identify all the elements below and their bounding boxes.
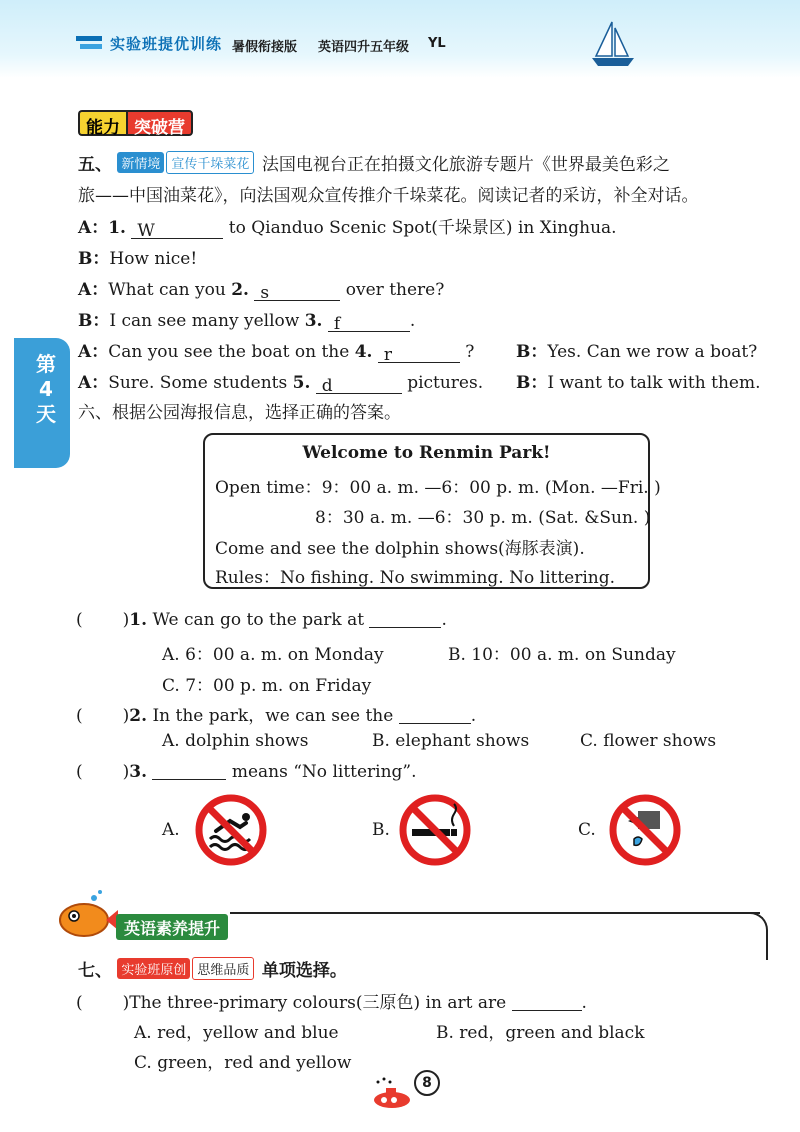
answer-paren-open: (: [76, 706, 83, 726]
park-poster: [203, 433, 661, 589]
answer-blank-3[interactable]: f: [328, 314, 410, 332]
option-b-label[interactable]: B.: [372, 820, 390, 840]
dialogue-text: I want to talk with them.: [547, 373, 761, 393]
section-banner-part2: 突破营: [126, 110, 193, 136]
q5-instruction-line2: 旅——中国油菜花》，向法国观众宣传推介千垛菜花。阅读记者的采访，补全对话。: [78, 186, 699, 206]
blank-number: 1.: [108, 218, 126, 238]
dialogue-text: How nice!: [109, 249, 198, 269]
header-subject: 英语四升五年级: [318, 40, 410, 55]
q6-question-3: [76, 762, 417, 782]
q7-number: 七、: [78, 961, 112, 981]
answer-slot[interactable]: [83, 762, 123, 780]
dialogue-text: Sure. Some students: [108, 373, 288, 393]
dialogue-text: What can you: [108, 280, 226, 300]
speaker-label: A：: [78, 373, 109, 393]
stem-blank: [152, 762, 226, 780]
dialogue-text: to Qianduo Scenic Spot(千垛景区) in Xinghua.: [228, 218, 617, 238]
q5-instruction-text1: 法国电视台正在拍摄文化旅游专题片《世界最美色彩之: [261, 155, 670, 175]
section-banner-part1: 能力: [78, 110, 126, 136]
dialogue-text: Can you see the boat on the: [108, 342, 350, 362]
q5-number: 五、: [78, 155, 112, 175]
poster-open-time-2: 8：30 a. m. —6：30 p. m. (Sat. &Sun. ): [315, 508, 651, 528]
question-number: 3.: [129, 762, 148, 782]
fish-mascot-icon: [54, 888, 118, 940]
open-time-label: Open time：: [215, 478, 322, 498]
answer-paren-open: (: [76, 610, 83, 630]
q6-question-1: [76, 610, 447, 630]
dialogue-text: ?: [465, 342, 475, 362]
literacy-banner: 英语素养提升: [116, 914, 228, 940]
dialogue-line-1: [78, 213, 617, 239]
header-edition: 暑假衔接版: [232, 40, 298, 55]
dialogue-text: I can see many yellow: [109, 311, 300, 331]
option-a[interactable]: A. dolphin shows: [162, 731, 309, 751]
dialogue-text: .: [409, 311, 416, 331]
q7-question: [76, 988, 587, 1013]
q5-instruction-line1: [78, 150, 670, 175]
no-littering-icon[interactable]: [608, 793, 682, 867]
option-a-label[interactable]: A.: [162, 820, 180, 840]
poster-open-time-1: [215, 473, 661, 498]
answer-blank-1[interactable]: W: [131, 221, 223, 239]
poster-dolphin-line: Come and see the dolphin shows(海豚表演).: [215, 539, 585, 559]
open-time-weekday: 9：00 a. m. —6：00 p. m. (Mon. —Fri. ): [321, 478, 661, 498]
question-stem: means “No littering”.: [231, 762, 417, 782]
option-b[interactable]: B. elephant shows: [372, 731, 530, 751]
section-banner: [78, 110, 193, 136]
option-b[interactable]: B. red，green and black: [436, 1023, 645, 1043]
option-a[interactable]: A. 6：00 a. m. on Monday: [162, 645, 384, 665]
brand-title: 实验班提优训练: [110, 35, 223, 53]
page-header: [0, 0, 800, 78]
speaker-label: A：: [78, 280, 109, 300]
original-tag: 实验班原创: [117, 958, 190, 979]
no-smoking-icon[interactable]: [398, 793, 472, 867]
dialogue-line-2: [78, 244, 197, 269]
question-stem-end: .: [441, 610, 447, 630]
q6-title: 六、根据公园海报信息，选择正确的答案。: [78, 403, 401, 423]
answer-paren-close: ): [122, 610, 130, 630]
answer-slot[interactable]: [83, 993, 123, 1011]
question-number: 2.: [129, 706, 148, 726]
speaker-label: B：: [78, 249, 110, 269]
submarine-icon: [370, 1076, 416, 1110]
page-number: 8: [414, 1070, 440, 1096]
dialogue-line-3: [78, 275, 444, 301]
blank-number: 5.: [292, 373, 311, 393]
day-tab-label: 第4天: [36, 352, 56, 426]
answer-blank-4[interactable]: r: [378, 345, 460, 363]
stem-blank: [369, 610, 441, 628]
section-divider: [230, 912, 760, 914]
q7-title: 单项选择。: [261, 961, 347, 981]
dialogue-line-8: [516, 368, 760, 393]
no-swimming-icon[interactable]: [194, 793, 268, 867]
answer-slot[interactable]: [83, 610, 123, 628]
question-number: 1.: [129, 610, 148, 630]
option-c-label[interactable]: C.: [578, 820, 596, 840]
answer-paren-open: (: [76, 993, 83, 1013]
question-stem: We can go to the park at: [152, 610, 365, 630]
option-a[interactable]: A. red，yellow and blue: [134, 1023, 339, 1043]
speaker-label: A：: [78, 342, 109, 362]
speaker-label: B：: [78, 311, 110, 331]
stem-blank: [512, 993, 582, 1011]
blank-number: 2.: [231, 280, 249, 300]
question-stem-end: .: [470, 706, 477, 726]
new-context-tag: 新情境: [117, 152, 164, 173]
poster-heading: Welcome to Renmin Park!: [302, 443, 551, 463]
dialogue-text: pictures.: [407, 373, 484, 393]
question-stem: )The three-primary colours(三原色) in art are: [122, 993, 507, 1013]
brand-logo-icon: [76, 34, 106, 54]
q6-question-2: [76, 701, 476, 726]
answer-paren-close: ): [122, 706, 130, 726]
speaker-label: B：: [516, 342, 548, 362]
question-stem-end: .: [581, 993, 587, 1013]
answer-blank-2[interactable]: s: [254, 283, 340, 301]
dialogue-line-7: [78, 368, 483, 394]
question-stem: In the park，we can see the: [152, 706, 394, 726]
header-code: YL: [428, 36, 446, 51]
option-c[interactable]: C. flower shows: [580, 731, 717, 751]
topic-tag: 宣传千垛菜花: [166, 151, 254, 174]
dialogue-line-5: [78, 337, 474, 363]
answer-paren-close: ): [122, 762, 130, 782]
poster-rules: Rules：No fishing. No swimming. No littering.: [215, 568, 616, 588]
section-divider-curve: [748, 912, 768, 960]
q7-title-line: [78, 956, 347, 981]
option-b[interactable]: B. 10：00 a. m. on Sunday: [448, 645, 676, 665]
answer-slot[interactable]: [83, 706, 123, 724]
thinking-tag: 思维品质: [192, 957, 254, 980]
option-c[interactable]: C. green，red and yellow: [134, 1053, 352, 1073]
blank-number: 3.: [304, 311, 323, 331]
dialogue-text: Yes. Can we row a boat?: [547, 342, 758, 362]
answer-paren-open: (: [76, 762, 83, 782]
dialogue-text: over there?: [345, 280, 445, 300]
speaker-label: B：: [516, 373, 548, 393]
sailboat-icon: [588, 18, 638, 70]
stem-blank: [399, 706, 471, 724]
answer-blank-5[interactable]: d: [316, 376, 402, 394]
dialogue-line-4: [78, 306, 415, 332]
option-c[interactable]: C. 7：00 p. m. on Friday: [162, 676, 372, 696]
speaker-label: A：: [78, 218, 109, 238]
blank-number: 4.: [354, 342, 373, 362]
dialogue-line-6: [516, 337, 757, 362]
